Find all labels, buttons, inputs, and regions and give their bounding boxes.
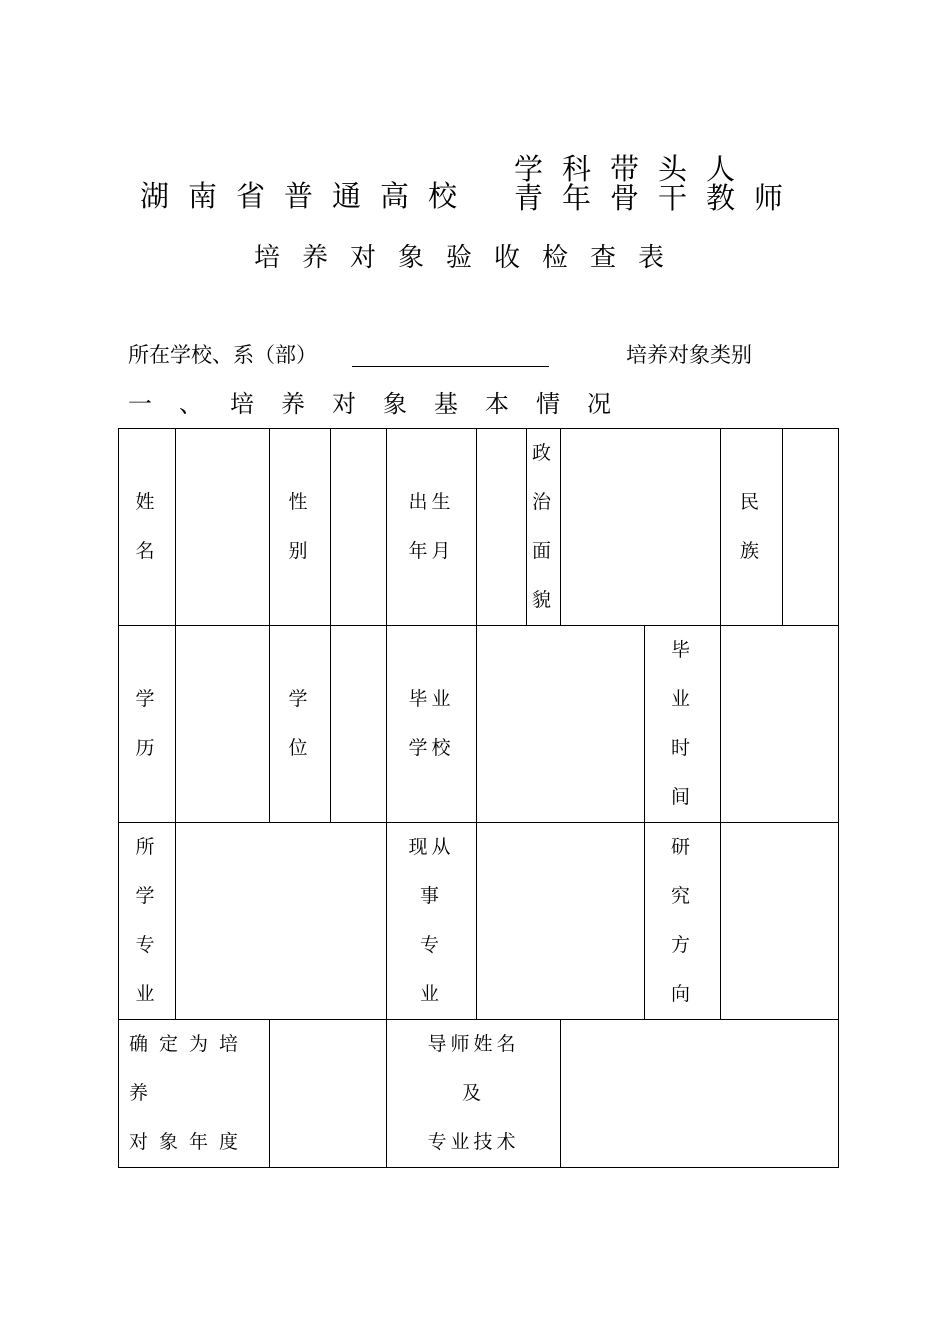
ethnicity-label: 民 族 [721,429,783,626]
grad-time-field[interactable] [721,626,839,823]
table-row [119,429,839,626]
gender-label: 性 别 [270,429,331,626]
grad-time-label: 毕 业 时 间 [645,626,721,823]
grad-school-field[interactable] [477,626,645,823]
section-title: 一、培养对象基本情况 [128,390,638,418]
major-field[interactable] [176,823,387,1020]
category-label: 培养对象类别 [626,343,752,367]
mentor-field[interactable] [561,1020,839,1168]
designation-year-label: 确定为培 养 对象年度 [119,1020,270,1168]
current-major-label: 现从 事 专 业 [387,823,477,1020]
name-field[interactable] [176,429,270,626]
mentor-label: 导师姓名 及 专业技术 [387,1020,561,1168]
school-input-line[interactable] [352,365,549,367]
major-label: 所 学 专 业 [119,823,176,1020]
birth-field[interactable] [477,429,527,626]
ethnicity-field[interactable] [783,429,839,626]
school-label: 所在学校、系（部） [128,343,317,367]
politics-field[interactable] [561,429,721,626]
basic-info-table [118,428,839,1168]
title-prefix: 湖南省普通高校 [140,179,477,213]
table-row [119,1020,839,1168]
table-row [119,626,839,823]
category-option-leader: 学科带头人 [514,152,755,186]
name-label: 姓 名 [119,429,176,626]
category-option-young-teacher: 青年骨干教师 [514,181,803,215]
research-field[interactable] [721,823,839,1020]
birth-label: 出生 年月 [387,429,477,626]
politics-label: 政 治 面 貌 [527,429,561,626]
gender-field[interactable] [331,429,387,626]
designation-year-field[interactable] [270,1020,387,1168]
education-label: 学 历 [119,626,176,823]
table-row [119,823,839,1020]
education-field[interactable] [176,626,270,823]
current-major-field[interactable] [477,823,645,1020]
form-title: 培养对象验收检查表 [254,243,687,273]
grad-school-label: 毕业 学校 [387,626,477,823]
research-label: 研 究 方 向 [645,823,721,1020]
degree-label: 学 位 [270,626,331,823]
degree-field[interactable] [331,626,387,823]
